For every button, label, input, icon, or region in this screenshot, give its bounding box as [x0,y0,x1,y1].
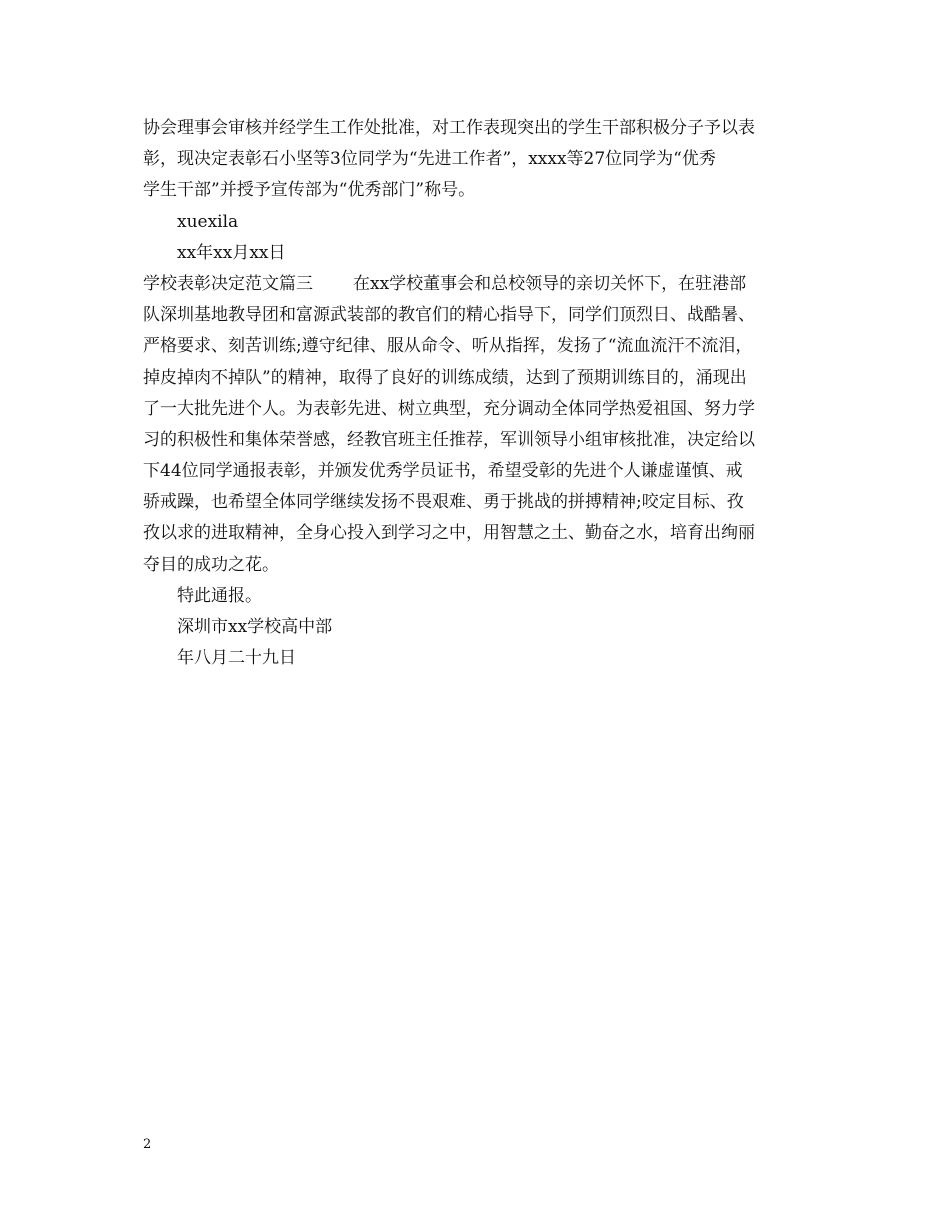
paragraph-line: 队深圳基地教导团和富源武装部的教官们的精心指导下，同学们顶烈日、战酷暑、 [143,305,755,326]
section-title: 学校表彰决定范文篇三 [143,273,313,294]
section-first-line: 在xx学校董事会和总校领导的亲切关怀下，在驻港部 [353,273,747,294]
page-number: 2 [143,1137,152,1152]
paragraph-line: 孜以求的进取精神，全身心投入到学习之中，用智慧之土、勤奋之水，培育出绚丽 [143,523,755,544]
paragraph-line: 下44位同学通报表彰，并颁发优秀学员证书，希望受彰的先进个人谦虚谨慎、戒 [143,461,743,482]
issue-date: 年八月二十九日 [177,648,296,669]
paragraph-line: 习的积极性和集体荣誉感，经教官班主任推荐，军训领导小组审核批准，决定给以 [143,429,755,450]
paragraph-line: 掉皮掉肉不掉队”的精神，取得了良好的训练成绩，达到了预期训练目的，涌现出 [143,367,747,388]
paragraph-line: 了一大批先进个人。为表彰先进、树立典型，充分调动全体同学热爱祖国、努力学 [143,398,755,419]
paragraph-line: 骄戒躁，也希望全体同学继续发扬不畏艰难、勇于挑战的拼搏精神;咬定目标、孜 [143,492,744,513]
date-line: xx年xx月xx日 [177,242,286,263]
issuer-name: 深圳市xx学校高中部 [177,617,333,637]
paragraph-line: 学生干部”并授予宣传部为“优秀部门”称号。 [143,180,476,201]
paragraph-line: 协会理事会审核并经学生工作处批准，对工作表现突出的学生干部积极分子予以表 [143,118,755,138]
signature: xuexila [177,211,239,232]
paragraph-line: 严格要求、刻苦训练;遵守纪律、服从命令、听从指挥，发扬了“流血流汗不流泪， [143,336,753,357]
section-heading-line [143,269,815,300]
closing-text: 特此通报。 [177,585,262,606]
paragraph-line: 夺目的成功之花。 [143,554,279,575]
paragraph-line: 彰，现决定表彰石小坚等3位同学为“先进工作者”，xxxx等27位同学为“优秀 [143,149,716,170]
document-body [143,113,815,674]
